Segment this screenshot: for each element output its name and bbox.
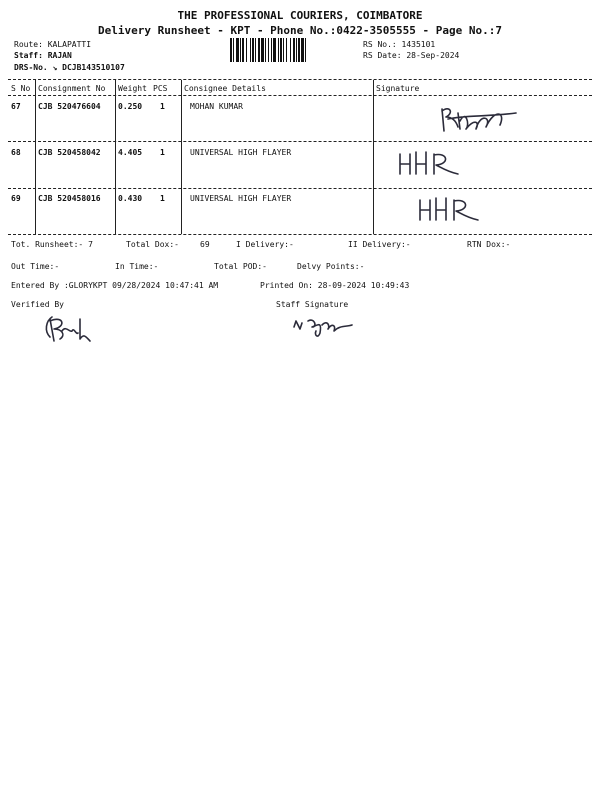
row-pcs: 1	[160, 102, 165, 111]
row-consignment: CJB 520476604	[38, 102, 101, 111]
printed-on: Printed On: 28-09-2024 10:49:43	[260, 281, 410, 290]
total-dox-value: 69	[200, 240, 210, 249]
delvy-points: Delvy Points:-	[297, 262, 365, 271]
col-header-pcs: PCS	[153, 84, 168, 93]
row-weight: 4.405	[118, 148, 143, 157]
verified-by-label: Verified By	[11, 300, 64, 309]
staff-signature-label: Staff Signature	[276, 300, 349, 309]
tot-runsheet: Tot. Runsheet:- 7	[11, 240, 93, 249]
table-bottom-rule	[8, 234, 592, 235]
row-consignee: UNIVERSAL HIGH FLAYER	[190, 148, 292, 157]
out-time: Out Time:-	[11, 262, 60, 271]
row-consignment: CJB 520458016	[38, 194, 101, 203]
entered-by: Entered By :GLORYKPT 09/28/2024 10:47:41 AM	[11, 281, 219, 290]
rtn-dox: RTN Dox:-	[467, 240, 511, 249]
drs-number: DRS-No. ↘ DCJB143510107	[14, 63, 125, 72]
total-pod: Total POD:-	[214, 262, 267, 271]
total-dox-label: Total Dox:-	[126, 240, 179, 249]
row-rule-1	[8, 141, 592, 142]
col-header-weight: Weight	[118, 84, 147, 93]
col-divider	[181, 80, 182, 234]
rs-number: RS No.: 1435101	[363, 40, 436, 49]
row-weight: 0.250	[118, 102, 143, 111]
in-time: In Time:-	[115, 262, 159, 271]
signature-hhr-icon	[416, 194, 486, 224]
company-name: THE PROFESSIONAL COURIERS, COIMBATORE	[177, 9, 423, 22]
row-consignee: MOHAN KUMAR	[190, 102, 243, 111]
row-rule-2	[8, 188, 592, 189]
col-header-consignee: Consignee Details	[184, 84, 266, 93]
col-divider	[373, 80, 374, 234]
signature-scribble-icon	[436, 99, 522, 135]
row-pcs: 1	[160, 194, 165, 203]
signature-hhr-icon	[396, 148, 466, 178]
staff-signature-icon	[290, 313, 360, 339]
table-top-rule	[8, 79, 592, 80]
col-divider	[35, 80, 36, 234]
staff-label: Staff: RAJAN	[14, 51, 72, 60]
route-label: Route: KALAPATTI	[14, 40, 92, 49]
row-pcs: 1	[160, 148, 165, 157]
barcode-icon	[230, 38, 358, 62]
col-divider	[115, 80, 116, 234]
runsheet-subtitle: Delivery Runsheet - KPT - Phone No.:0422-3505555 - Page No.:7	[98, 24, 502, 37]
row-consignee: UNIVERSAL HIGH FLAYER	[190, 194, 292, 203]
i-delivery: I Delivery:-	[236, 240, 294, 249]
header-bottom-rule	[8, 95, 592, 96]
row-weight: 0.430	[118, 194, 143, 203]
rs-date: RS Date: 28-Sep-2024	[363, 51, 460, 60]
ii-delivery: II Delivery:-	[348, 240, 411, 249]
verified-signature-icon	[40, 311, 96, 345]
col-header-sno: S No	[11, 84, 31, 93]
row-sno: 69	[11, 194, 21, 203]
col-header-signature: Signature	[376, 84, 420, 93]
col-header-consignment: Consignment No	[38, 84, 106, 93]
row-sno: 68	[11, 148, 21, 157]
row-sno: 67	[11, 102, 21, 111]
row-consignment: CJB 520458042	[38, 148, 101, 157]
